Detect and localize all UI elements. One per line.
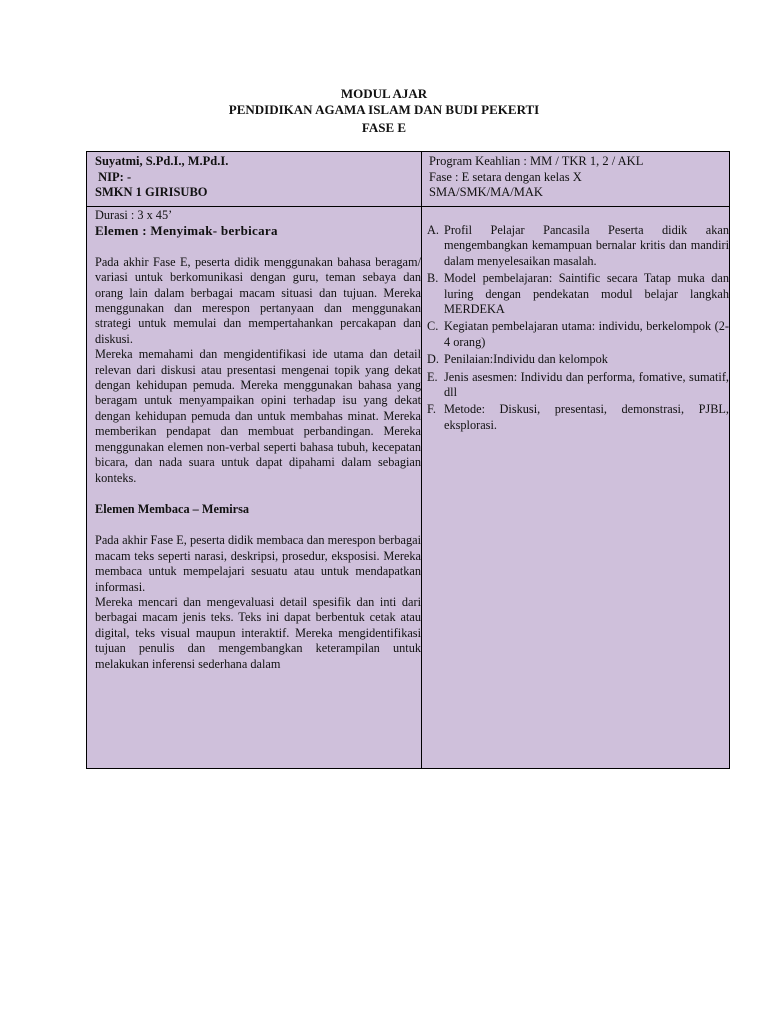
teacher-name: Suyatmi, S.Pd.I., M.Pd.I. [95, 154, 229, 168]
element-speaking-title: Elemen : Menyimak- berbicara [95, 223, 278, 239]
list-item [427, 352, 729, 367]
list-item-text: Model pembelajaran: Saintific secara Tatap muka dan luring dengan pendekatan modul belajar langkah MERDEKA [444, 271, 729, 317]
list-item-text: Jenis asesmen: Individu dan performa, fomative, sumatif, dll [444, 369, 729, 400]
list-item-text: Kegiatan pembelajaran utama: individu, berkelompok (2-4 orang) [444, 319, 729, 349]
list-item-letter: E. [427, 369, 438, 384]
doc-title: MODUL AJAR [340, 86, 428, 101]
list-item-letter: D. [427, 352, 439, 367]
learning-elements [95, 208, 421, 672]
list-item [427, 370, 729, 401]
doc-subtitle: PENDIDIKAN AGAMA ISLAM DAN BUDI PEKERTI [228, 102, 540, 117]
element-reading-paragraph-1: Pada akhir Fase E, peserta didik membaca dan merespon berbagai macam teks seperti narasi, deskripsi, prosedur, eksposisi. Mereka membaca untuk mempelajari sesuatu atau untuk mendapatkan informasi. [95, 533, 421, 594]
list-item [427, 319, 729, 350]
list-item-letter: C. [427, 319, 439, 334]
element-speaking-paragraph-2: Mereka memahami dan mengidentifikasi ide utama dan detail relevan dari diskusi atau presentasi mengenai topik yang dekat dengan kehidupan pemuda. Mereka menggunakan bahasa yang beragam untuk menyampaikan opini terhadap isu yang dekat dengan kehidupan pemuda dan untuk membahas minat. Mereka memberikan pendapat dan membuat perbandingan. Mereka menggunakan elemen non-verbal seperti bahasa tubuh, kecepatan bicara, dan nada suara untuk dapat dipahami dalam sebagian konteks. [95, 347, 421, 485]
element-speaking-paragraph-1: Pada akhir Fase E, peserta didik menggunakan bahasa beragam/ variasi untuk berkomunikasi dengan guru, teman sebaya dan orang lain dalam berbagai macam situasi dan tujuan. Mereka menggunakan dan merespon pertanyaan dan menggunakan strategi untuk memulai dan mempertahankan percakapan dan diskusi. [95, 254, 421, 346]
module-components-list [427, 223, 729, 435]
school-level: SMA/SMK/MA/MAK [429, 185, 543, 199]
list-item-letter: B. [427, 271, 439, 286]
fase-info: Fase : E setara dengan kelas X [429, 169, 582, 184]
duration: Durasi : 3 x 45’ [95, 208, 173, 222]
list-item-text: Penilaian:Individu dan kelompok [444, 352, 608, 367]
doc-phase: FASE E [361, 120, 407, 135]
list-item [427, 223, 729, 269]
list-item-letter: A. [427, 223, 439, 237]
row-divider [87, 206, 729, 207]
program-info [429, 154, 725, 201]
column-divider [421, 152, 422, 768]
list-item-text: Metode: Diskusi, presentasi, demonstrasi, PJBL, eksplorasi. [444, 402, 729, 432]
list-item-letter: F. [427, 402, 436, 417]
list-item [427, 271, 729, 317]
teacher-info [95, 154, 415, 201]
list-item [427, 402, 729, 433]
teacher-nip: NIP: - [95, 169, 132, 184]
module-table [86, 151, 730, 769]
program-keahlian: Program Keahlian : MM / TKR 1, 2 / AKL [429, 154, 644, 168]
school-name: SMKN 1 GIRISUBO [95, 185, 208, 199]
element-reading-title: Elemen Membaca – Memirsa [95, 501, 250, 516]
element-reading-paragraph-2: Mereka mencari dan mengevaluasi detail spesifik dan inti dari berbagai macam jenis teks. Teks ini dapat berbentuk cetak atau digital, teks visual maupun interaktif. Mereka mengidentifikasi tujuan penulis dan mengembangkan keterampilan untuk melakukan inferensi sederhana dalam [95, 594, 421, 671]
list-item-text: Profil Pelajar Pancasila Peserta didik akan mengembangkan kemampuan bernalar kritis dan mandiri dalam menyelesaikan masalah. [444, 223, 729, 268]
